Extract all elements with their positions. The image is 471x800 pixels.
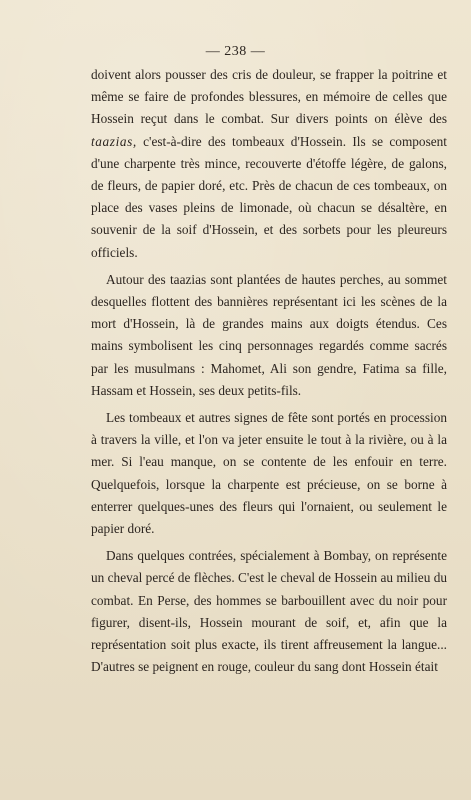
body-text [91,64,447,683]
paragraph-2: Autour des taazias sont plantées de hautes perches, au sommet desquelles flottent des bannières représentant ici les scènes de la mort d'Hossein, là de grandes mains aux doigts étendus. Ces mains symbolisent les cinq personnages regardés comme sacrés par les musulmans : Mahomet, Ali son gendre, Fatima sa fille, Hassam et Hossein, ses deux petits-fils. [91,271,447,398]
paragraph-1-text-end: c'est-à-dire des tombeaux d'Hossein. Ils se composent d'une charpente très mince, recouverte d'étoffe légère, de galons, de fleurs, de papier doré, etc. Près de chacun de ces tombeaux, on place des vases pleins de limonade, où chacun se désaltère, en souvenir de la soif d'Hossein, et des sorbets pour les pleureurs officiels. [91,133,447,260]
page-number: — 238 — [205,44,266,59]
paragraph-1-text-start: doivent alors pousser des cris de douleur, se frapper la poitrine et même se faire de profondes blessures, en mémoire de celles que Hossein reçut dans le combat. Sur divers points on élève des [91,67,447,127]
paragraph-3: Les tombeaux et autres signes de fête sont portés en procession à travers la ville, et l'on va jeter ensuite le tout à la rivière, ou à la mer. Si l'eau manque, on se contente de les enfouir en terre. Quelquefois, lorsque la charpente est précieuse, on se borne à enterrer quelques-unes des fleurs qui l'ornaient, ou seulement le papier doré. [91,410,447,537]
paragraph-1 [91,64,447,264]
paragraph-4: Dans quelques contrées, spécialement à Bombay, on représente un cheval percé de flèches. C'est le cheval de Hossein au milieu du combat. En Perse, des hommes se barbouillent avec du noir pour figurer, disent-ils, Hossein mourant de soif, et, afin que la représentation soit plus exacte, ils tirent affreusement la langue... D'autres se peignent en rouge, couleur du sang dont Hossein était [91,548,447,675]
paragraph-1-emphasis: taazias, [91,133,137,149]
